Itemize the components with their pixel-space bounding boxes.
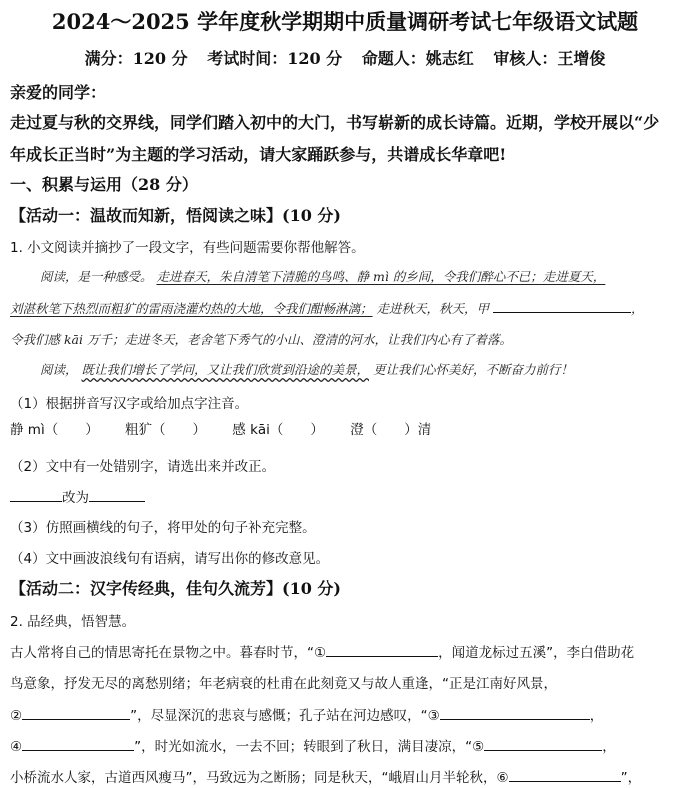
activity-2-heading: 【活动二：汉字传经典，佳句久流芳】(10 分) (10, 579, 341, 598)
passage-line-3: 令我们感 kāi 万千；走进冬天，老舍笔下秀气的小山、澄清的河水，让我们内心有了着落。 (10, 332, 512, 347)
intro-line-2: 年成长正当时”为主题的学习活动，请大家踊跃参与，共谱成长华章吧! (10, 145, 507, 164)
sub-question-1: （1）根据拼音写汉字或给加点字注音。 (10, 396, 249, 412)
blank-5[interactable] (484, 736, 602, 751)
question-1-stem: 1. 小文阅读并摘抄了一段文字，有些问题需要你帮他解答。 (10, 240, 365, 256)
exam-title: 2024～2025 学年度秋学期期中质量调研考试七年级语文试题 (51, 9, 639, 34)
full-score: 满分：120 分 (84, 49, 188, 68)
blank-2[interactable] (22, 705, 130, 720)
q2-text: ② (10, 708, 23, 724)
q2-text: ，闻道龙标过五溪”，李白借助花 (438, 645, 635, 661)
q2-line-5 (10, 766, 680, 786)
pinyin-item[interactable]: 静 mì（ ） (10, 422, 99, 438)
q2-text: ， (602, 739, 616, 755)
passage-line-4 (10, 360, 680, 378)
answer-blank-wrong[interactable] (10, 487, 62, 502)
section-1-heading: 一、积累与运用（28 分） (10, 175, 198, 194)
pinyin-item[interactable]: 澄（ ）清 (350, 422, 432, 438)
underlined-sentence: 刘湛秋笔下热烈而粗犷的雷雨浇灌灼热的大地，令我们酣畅淋漓； (10, 301, 373, 316)
pinyin-items (10, 418, 680, 438)
q2-text: ”，时光如流水，一去不回；转眼到了秋日，满目凄凉，“⑤ (134, 739, 485, 755)
q2-text: ”，尽显深沉的悲哀与感慨；孔子站在河边感叹，“③ (130, 708, 440, 724)
passage-line-1 (10, 267, 680, 285)
q2-text: 古人常将自己的情思寄托在景物之中。暮春时节，“① (10, 645, 327, 661)
activity-1-heading: 【活动一：温故而知新，悟阅读之味】(10 分) (10, 206, 341, 225)
q2-line-4 (10, 735, 680, 755)
q2-text: ”， (620, 770, 642, 786)
blank-1[interactable] (326, 642, 438, 657)
greeting: 亲爱的同学： (10, 83, 107, 102)
answer-label: 改为 (62, 490, 89, 506)
exam-time: 考试时间：120 分 (207, 49, 343, 68)
exam-meta (0, 46, 690, 69)
blank-6[interactable] (509, 767, 621, 782)
question-2-stem: 2. 品经典，悟智慧。 (10, 614, 136, 630)
passage-text: 阅读，是一种感受。 (40, 269, 153, 284)
q2-line-2: 鸟意象，抒发无尽的离愁别绪；年老病衰的杜甫在此刻竟又与故人重逢，“正是江南好风景， (10, 676, 557, 692)
q2-text: ④ (10, 739, 23, 755)
passage-text: 更让我们心怀美好，不断奋力前行！ (373, 362, 574, 377)
passage-text: 走进秋天，秋天，甲 (376, 301, 490, 316)
sub-question-3: （3）仿照画横线的句子，将甲处的句子补充完整。 (10, 520, 316, 536)
passage-line-2: 刘湛秋笔下热烈而粗犷的雷雨浇灌灼热的大地，令我们酣畅淋漓； 走进秋天，秋天，甲 ， (10, 298, 680, 317)
q2-text: ， (589, 708, 604, 724)
q2-text: 小桥流水人家，古道西风瘦马”，马致远为之断肠；同是秋天，“峨眉山月半轮秋，⑥ (10, 770, 509, 786)
sub-question-2-answer (10, 486, 680, 506)
author: 命题人：姚志红 (361, 49, 474, 68)
intro-line-1: 走过夏与秋的交界线，同学们踏入初中的大门，书写崭新的成长诗篇。近期，学校开展以“少 (10, 113, 660, 132)
blank-jia[interactable] (493, 298, 631, 313)
pinyin-item[interactable]: 感 kāi（ ） (232, 422, 324, 438)
passage-text: 阅读， (40, 362, 78, 377)
wavy-underlined-sentence: 既让我们增长了学问，又让我们欣赏到沿途的美景， (81, 362, 370, 377)
answer-blank-right[interactable] (89, 487, 145, 502)
q2-line-3 (10, 704, 680, 724)
blank-3[interactable] (440, 705, 590, 720)
sub-question-4: （4）文中画波浪线句有语病，请写出你的修改意见。 (10, 551, 330, 567)
reviewer: 审核人：王增俊 (493, 49, 606, 68)
sub-question-2: （2）文中有一处错别字，请选出来并改正。 (10, 459, 276, 475)
q2-line-1 (10, 641, 680, 661)
pinyin-item[interactable]: 粗犷（ ） (125, 422, 206, 438)
blank-4[interactable] (22, 736, 134, 751)
underlined-sentence: 走进春天，朱自清笔下清脆的鸟鸣、静 mì 的乡间，令我们醉心不已；走进夏天， (156, 269, 606, 284)
